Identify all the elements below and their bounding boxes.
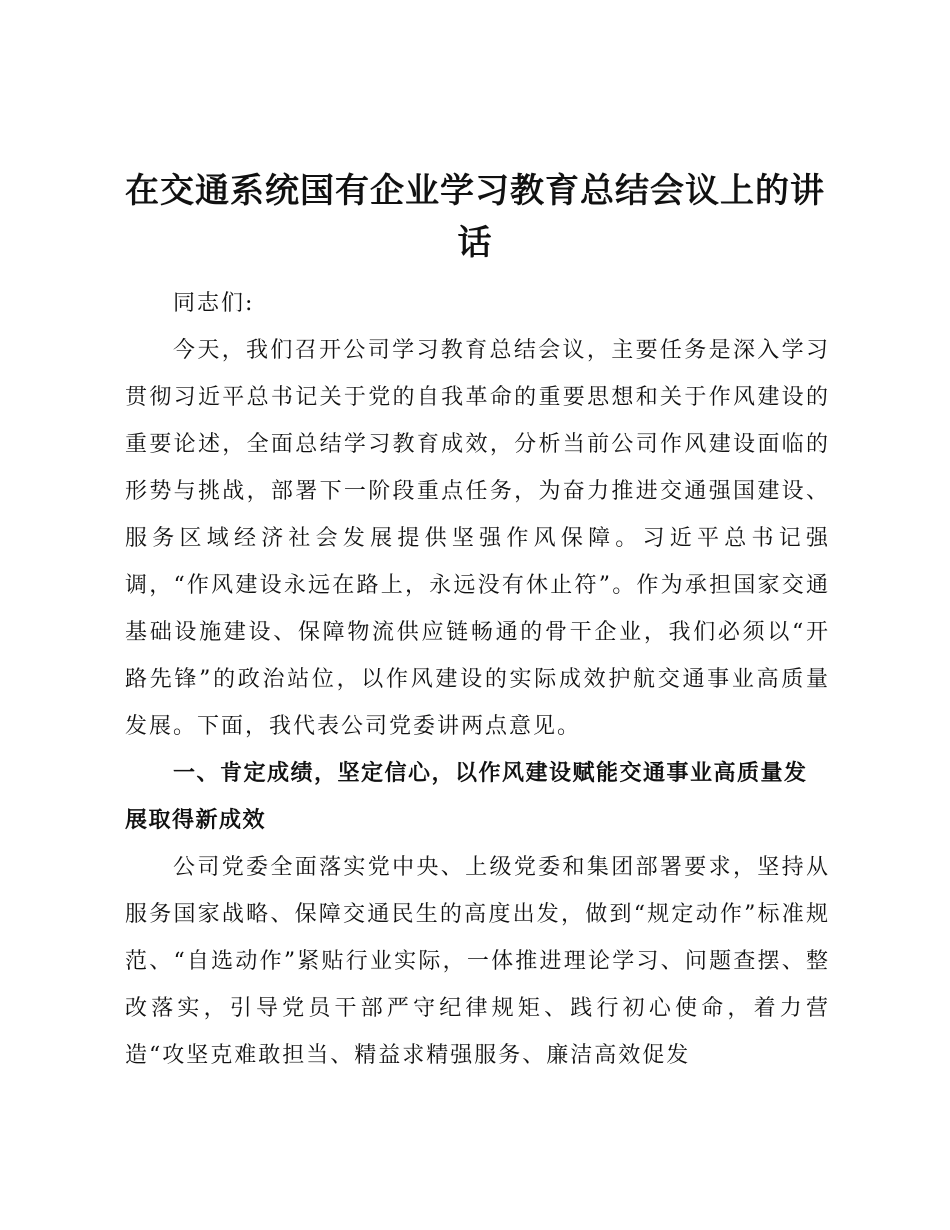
section-heading-1: 一、肯定成绩，坚定信心，以作风建设赋能交通事业高质量发展取得新成效 bbox=[125, 761, 808, 833]
document-body bbox=[125, 280, 830, 1079]
paragraph-intro: 今天，我们召开公司学习教育总结会议，主要任务是深入学习贯彻习近平总书记关于党的自我革命的重要思想和关于作风建设的重要论述，全面总结学习教育成效，分析当前公司作风建设面临的形势与挑战，部署下一阶段重点任务，为奋力推进交通强国建设、服务区域经济社会发展提供坚强作风保障。习近平总书记强调，“作风建设永远在路上，永远没有休止符”。作为承担国家交通基础设施建设、保障物流供应链畅通的骨干企业，我们必须以“开路先锋”的政治站位，以作风建设的实际成效护航交通事业高质量发展。下面，我代表公司党委讲两点意见。 bbox=[125, 338, 830, 739]
paragraph-section-1: 公司党委全面落实党中央、上级党委和集团部署要求，坚持从服务国家战略、保障交通民生的高度出发，做到“规定动作”标准规范、“自选动作”紧贴行业实际，一体推进理论学习、问题查摆、整改落实，引导党员干部严守纪律规矩、践行初心使命，着力营造“攻坚克难敢担当、精益求精强服务、廉洁高效促发 bbox=[125, 855, 830, 1068]
document-title: 在交通系统国有企业学习教育总结会议上的讲话 bbox=[125, 171, 825, 263]
salutation: 同志们: bbox=[173, 291, 255, 316]
